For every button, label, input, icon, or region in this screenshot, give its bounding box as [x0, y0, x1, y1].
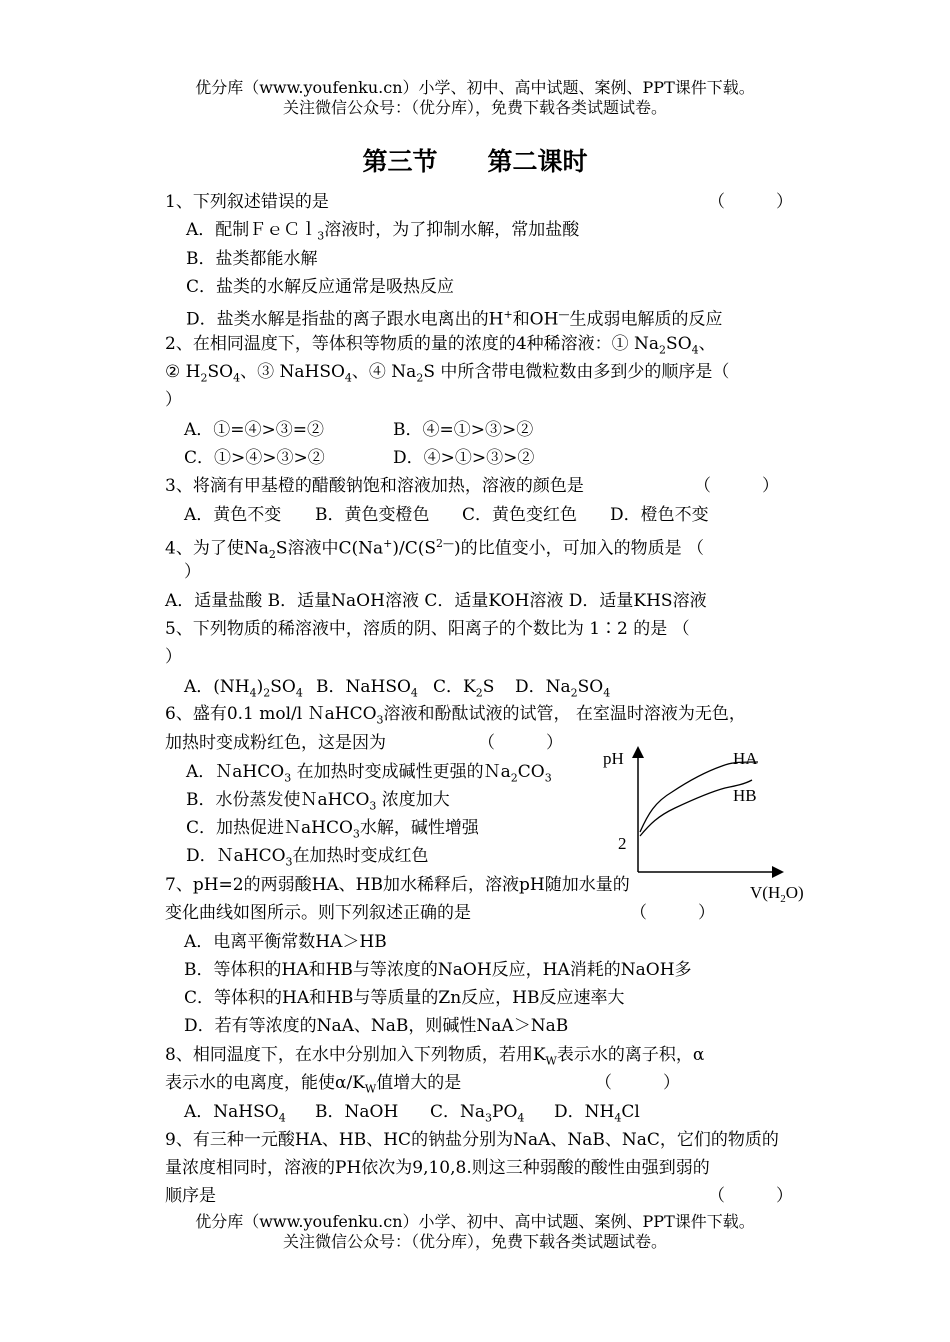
q1-option-c: C．盐类的水解反应通常是吸热反应: [186, 277, 455, 297]
q7-option-d: D．若有等浓度的NaA、NaB，则碱性NaA＞NaB: [184, 1016, 569, 1036]
q1-answer-blank: （ ）: [708, 192, 793, 212]
q1-stem: 1、下列叙述错误的是: [165, 192, 329, 212]
q7-option-b: B．等体积的HA和HB与等浓度的NaOH反应，HA消耗的NaOH多: [184, 960, 692, 980]
q2-stem-line-3: ）: [165, 390, 182, 410]
q6-stem-line-1: 6、盛有0.1 mol/l ＮaHCO$_3$溶液和酚酞试液的试管， 在室温时溶液为无色，: [165, 704, 746, 727]
q6-option-c: C．加热促进ＮaHCO$_3$水解，碱性增强: [186, 818, 479, 841]
q2-option-a: A．①=④>③=②: [184, 420, 325, 440]
q5-option-d: D．$Na_2SO_4$: [515, 677, 611, 700]
q5-option-a: A．$(NH_4)_2SO_4$: [184, 677, 303, 700]
q6-option-b: B．水份蒸发使ＮaHCO$_3$ 浓度加大: [186, 790, 450, 813]
q7-answer-blank: （ ）: [630, 903, 715, 923]
q2-stem-line-1: 2、在相同温度下，等体积等物质的量的浓度的4种稀溶液：① $Na_2SO_4$、: [165, 334, 716, 357]
q6-stem-line-2: 加热时变成粉红色，这是因为: [165, 733, 386, 753]
header-line-2: 关注微信公众号：（优分库），免费下载各类试题试卷。: [282, 98, 667, 117]
q3-answer-blank: （ ）: [694, 476, 779, 496]
q3-option-c: C．黄色变红色: [462, 505, 578, 525]
q8-stem-line-2: 表示水的电离度，能使$\alpha/K_W$值增大的是: [165, 1073, 462, 1096]
q9-stem-line-2: 量浓度相同时，溶液的PH依次为9,10,8.则这三种弱酸的酸性由强到弱的: [165, 1158, 710, 1178]
q4-options: A．适量盐酸 B．适量NaOH溶液 C．适量KOH溶液 D．适量KHS溶液: [165, 591, 707, 611]
ha-label: HA: [733, 749, 758, 768]
q8-stem-line-1: 8、相同温度下，在水中分别加入下列物质，若用$K_W$表示水的离子积，α: [165, 1045, 705, 1068]
hb-label: HB: [733, 786, 757, 805]
ph-dilution-graph: [600, 744, 820, 904]
header-line-1: 优分库（www.youfenku.cn）小学、初中、高中试题、案例、PPT课件下载。: [195, 78, 755, 97]
x-axis-label: $V(H_2O)$: [750, 883, 804, 904]
q6-answer-blank: （ ）: [478, 733, 563, 753]
q2-option-b: B．④=①>③>②: [393, 420, 534, 440]
q5-stem-line-1: 5、下列物质的稀溶液中，溶质的阴、阳离子的个数比为 1∶2 的是 （: [165, 619, 690, 639]
q1-option-b: B．盐类都能水解: [186, 249, 318, 269]
q8-option-c: C．$Na_3PO_4$: [430, 1102, 525, 1125]
q7-stem-line-2: 变化曲线如图所示。则下列叙述正确的是: [165, 903, 471, 923]
q9-stem-line-1: 9、有三种一元酸HA、HB、HC的钠盐分别为NaA、NaB、NaC，它们的物质的: [165, 1130, 779, 1150]
q7-stem-line-1: 7、pH=2的两弱酸HA、HB加水稀释后，溶液pH随加水量的: [165, 875, 630, 895]
footer-line-1: 优分库（www.youfenku.cn）小学、初中、高中试题、案例、PPT课件下载。: [195, 1212, 755, 1231]
q1-option-d: D．盐类水解是指盐的离子跟水电离出的H+和OH—生成弱电解质的反应: [186, 308, 723, 330]
y-axis-label: pH: [603, 749, 624, 768]
q9-stem-line-3: 顺序是: [165, 1186, 216, 1206]
q9-answer-blank: （ ）: [708, 1186, 793, 1206]
q3-stem: 3、将滴有甲基橙的醋酸钠饱和溶液加热，溶液的颜色是: [165, 476, 584, 496]
q8-option-d: D．$NH_4Cl$: [554, 1102, 640, 1125]
footer-line-2: 关注微信公众号：（优分库），免费下载各类试题试卷。: [282, 1232, 667, 1251]
q2-option-c: C．①>④>③>②: [184, 448, 325, 468]
page-title: 第三节 第二课时: [362, 147, 588, 176]
q5-option-b: B．NaHSO$_4$: [316, 677, 418, 700]
q3-option-a: A．黄色不变: [184, 505, 282, 525]
q2-option-d: D．④>①>③>②: [393, 448, 535, 468]
q8-option-b: B．NaOH: [315, 1102, 399, 1122]
y-value-label: 2: [618, 834, 627, 853]
q4-stem-line-2: ）: [184, 562, 201, 582]
q6-option-d: D．ＮaHCO$_3$在加热时变成红色: [186, 846, 429, 869]
q4-stem-line-1: 4、为了使$Na_2S$溶液中$C(Na^+)/C(S^{2—})$的比值变小，可加入的物质是 （: [165, 537, 705, 562]
q5-option-c: C．$K_2S$: [433, 677, 495, 700]
q1-option-a: A．配制ＦｅＣｌ$_3$溶液时，为了抑制水解，常加盐酸: [186, 220, 580, 243]
q6-option-a: A．ＮaHCO$_3$ 在加热时变成碱性更强的$Na_2CO_3$: [186, 762, 552, 785]
q7-option-c: C．等体积的HA和HB与等质量的Zn反应，HB反应速率大: [184, 988, 625, 1008]
q2-stem-line-2: ② $H_2SO_4$、③ NaHSO$_4$、④ $Na_2S$ 中所含带电微粒数由多到少的顺序是（: [165, 362, 730, 385]
q5-stem-line-2: ）: [165, 647, 182, 667]
q3-option-b: B．黄色变橙色: [315, 505, 430, 525]
q7-option-a: A．电离平衡常数HA＞HB: [184, 932, 387, 952]
q8-answer-blank: （ ）: [595, 1073, 680, 1093]
q3-option-d: D．橙色不变: [610, 505, 709, 525]
q8-option-a: A．NaHSO$_4$: [184, 1102, 286, 1125]
